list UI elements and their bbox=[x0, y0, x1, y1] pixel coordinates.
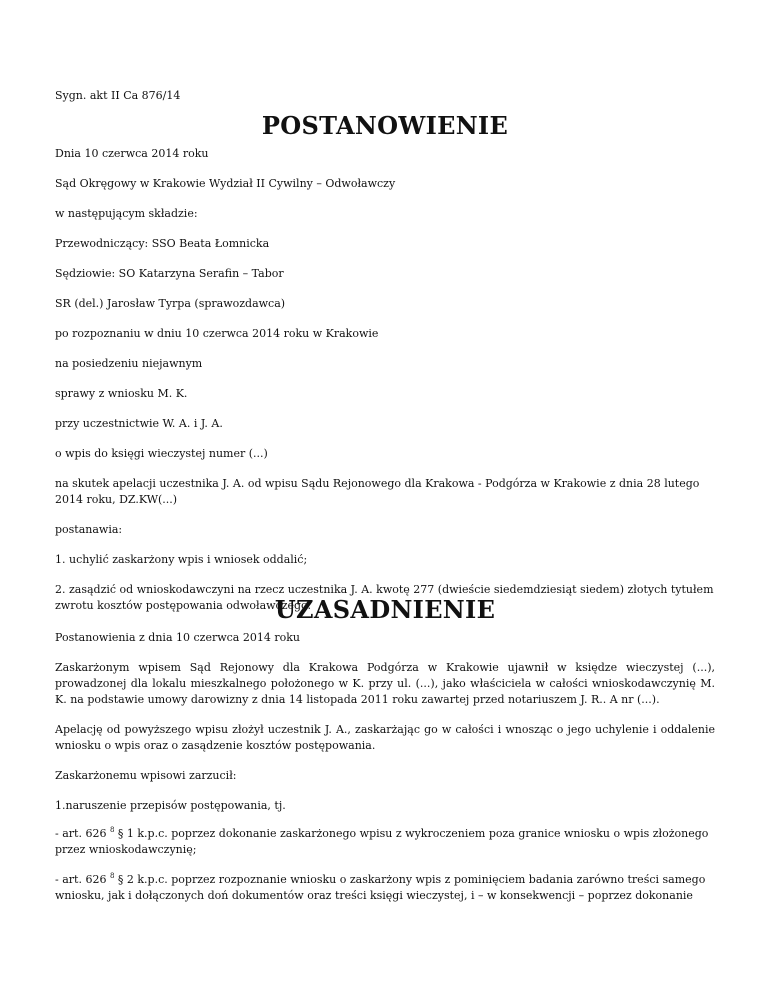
justification-paragraph-1: Zaskarżonym wpisem Sąd Rejonowy dla Krakowa Podgórza w Krakowie ujawnił w księdze wieczystej (...), prowadzonej dla lokalu mieszkalnego położonego w K. przy ul. (...), jako właściciela w całości wnioskodawczynię M. K. na podstawie umowy darowizny z dnia 14 listopada 2011 roku zawartej przed notariuszem J. R.. A nr (...). bbox=[55, 661, 715, 706]
presiding-judge: Przewodniczący: SSO Beata Łomnicka bbox=[55, 237, 270, 250]
court-name: Sąd Okręgowy w Krakowie Wydział II Cywilny – Odwoławczy bbox=[55, 177, 396, 190]
appeal-paragraph: na skutek apelacji uczestnika J. A. od wpisu Sądu Rejonowego dla Krakowa - Podgórza w Krakowie z dnia 28 lutego 2014 roku, DZ.KW(...) bbox=[55, 477, 700, 506]
violation-prefix: - art. 626 bbox=[55, 827, 110, 840]
objection-1: 1.naruszenie przepisów postępowania, tj. bbox=[55, 799, 286, 812]
violation-item bbox=[55, 826, 715, 858]
rapporteur: SR (del.) Jarosław Tyrpa (sprawozdawca) bbox=[55, 297, 286, 310]
decision-point-1: 1. uchylić zaskarżony wpis i wniosek oddalić; bbox=[55, 553, 308, 566]
violation-sup: 8 bbox=[109, 826, 115, 834]
case-number: Sygn. akt II Ca 876/14 bbox=[55, 89, 181, 102]
participants: przy uczestnictwie W. A. i J. A. bbox=[55, 417, 223, 430]
violation-text: § 1 k.p.c. poprzez dokonanie zaskarżonego wpisu z wykroczeniem poza granice wniosku o wpis złożonego przez wnioskodawczynię; bbox=[55, 827, 709, 856]
hearing-info: po rozpoznaniu w dniu 10 czerwca 2014 roku w Krakowie bbox=[55, 327, 379, 340]
decision-intro: postanawia: bbox=[55, 523, 123, 536]
violation-item bbox=[55, 872, 715, 904]
justification-subtitle: Postanowienia z dnia 10 czerwca 2014 roku bbox=[55, 631, 300, 644]
session-type: na posiedzeniu niejawnym bbox=[55, 357, 203, 370]
decision-point-2: 2. zasądzić od wnioskodawczyni na rzecz uczestnika J. A. kwotę 277 (dwieście siedemdziesiąt siedem) złotych tytułem zwrotu kosztów postępowania odwoławczego. bbox=[55, 583, 714, 612]
violation-text: § 2 k.p.c. poprzez rozpoznanie wniosku o zaskarżony wpis z pominięciem badania zarówno treści samego wniosku, jak i dołączonych doń dokumentów oraz treści księgi wieczystej, i – w konsekwencji – poprzez dokonanie bbox=[55, 873, 706, 902]
justification-title: UZASADNIENIE bbox=[274, 595, 496, 624]
document-title: POSTANOWIENIE bbox=[261, 111, 509, 140]
applicant: sprawy z wniosku M. K. bbox=[55, 387, 188, 400]
judges: Sędziowie: SO Katarzyna Serafin – Tabor bbox=[55, 267, 284, 280]
justification-paragraph-2: Apelację od powyższego wpisu złożył uczestnik J. A., zaskarżając go w całości i wnosząc o jego uchylenie i oddalenie wniosku o wpis oraz o zasądzenie kosztów postępowania. bbox=[55, 723, 715, 752]
ruling-date: Dnia 10 czerwca 2014 roku bbox=[55, 147, 209, 160]
subject-matter: o wpis do księgi wieczystej numer (...) bbox=[55, 447, 268, 460]
objections-intro: Zaskarżonemu wpisowi zarzucił: bbox=[55, 769, 237, 782]
violation-prefix: - art. 626 bbox=[55, 873, 110, 886]
composition-intro: w następującym składzie: bbox=[55, 207, 198, 220]
violation-sup: 8 bbox=[109, 872, 115, 880]
